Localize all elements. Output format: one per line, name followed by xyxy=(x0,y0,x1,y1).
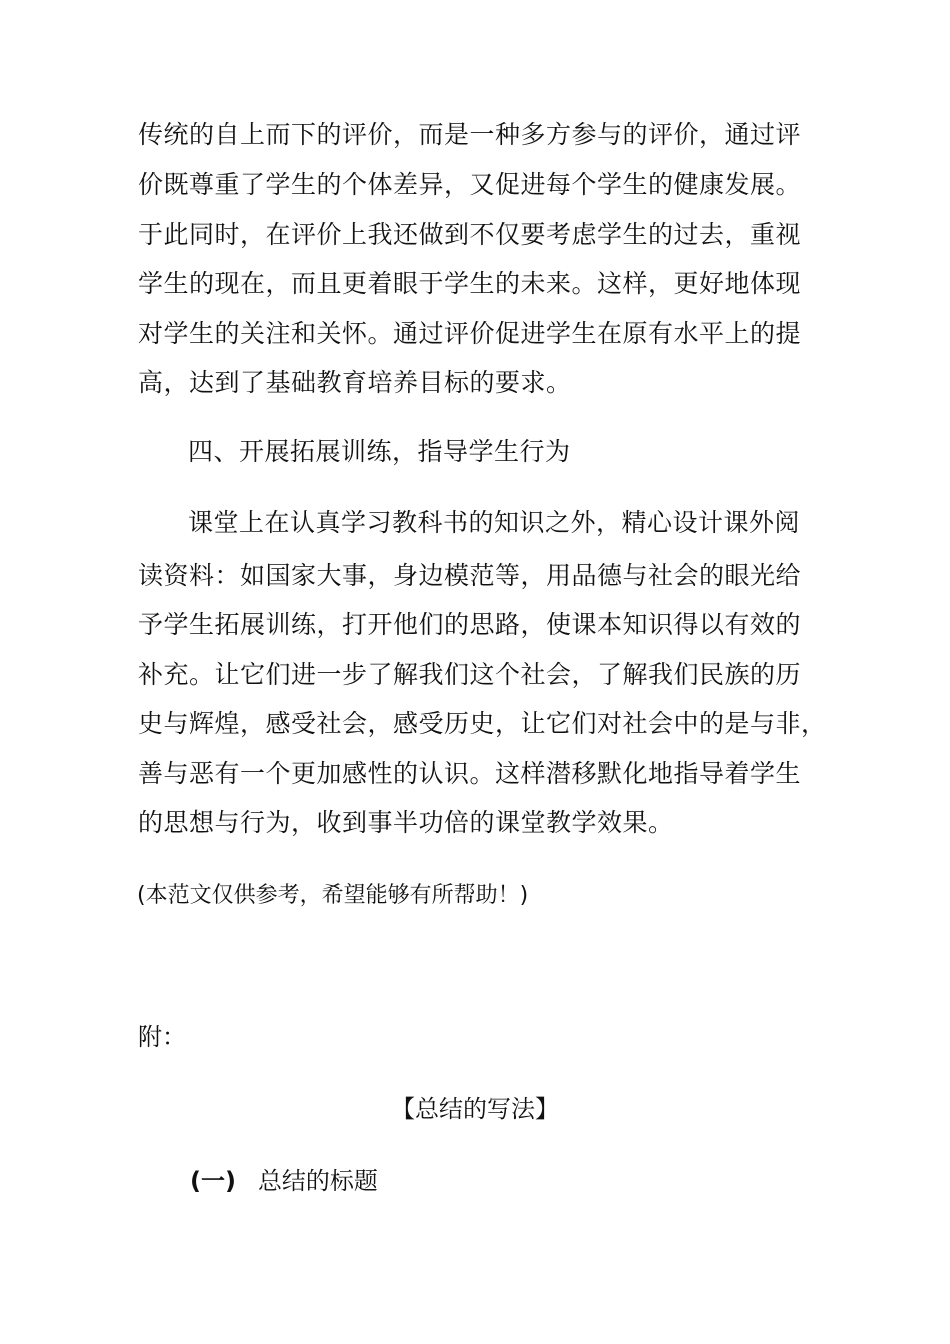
paragraph-line: 予学生拓展训练，打开他们的思路，使课本知识得以有效的 xyxy=(138,610,802,639)
paragraph-line: 善与恶有一个更加感性的认识。这样潜移默化地指导着学生 xyxy=(138,759,802,788)
paragraph-line: 课堂上在认真学习教科书的知识之外，精心设计课外阅 xyxy=(188,508,801,537)
paragraph-line: 的思想与行为，收到事半功倍的课堂教学效果。 xyxy=(138,808,674,837)
paragraph-line: 补充。让它们进一步了解我们这个社会，了解我们民族的历 xyxy=(138,660,802,689)
section-heading: 四、开展拓展训练，指导学生行为 xyxy=(188,437,571,466)
paragraph-line: 对学生的关注和关怀。通过评价促进学生在原有水平上的提 xyxy=(138,319,802,348)
paragraph-line: 高，达到了基础教育培养目标的要求。 xyxy=(138,368,572,397)
paragraph-line: 学生的现在，而且更着眼于学生的未来。这样，更好地体现 xyxy=(138,269,802,298)
subsection-number: (一) xyxy=(190,1167,236,1195)
paragraph-line: 读资料：如国家大事，身边模范等，用品德与社会的眼光给 xyxy=(138,561,802,590)
reference-note: (本范文仅供参考，希望能够有所帮助！) xyxy=(137,883,529,908)
appendix-label: 附： xyxy=(138,1023,186,1051)
paragraph-line: 价既尊重了学生的个体差异，又促进每个学生的健康发展。 xyxy=(138,170,802,199)
section-title: 【总结的写法】 xyxy=(391,1095,559,1123)
paragraph-line: 于此同时，在评价上我还做到不仅要考虑学生的过去，重视 xyxy=(138,220,802,249)
paragraph-line: 史与辉煌，感受社会，感受历史，让它们对社会中的是与非， xyxy=(138,709,827,738)
subsection-heading xyxy=(190,1166,378,1196)
paragraph-line: 传统的自上而下的评价，而是一种多方参与的评价，通过评 xyxy=(138,120,802,149)
subsection-title: 总结的标题 xyxy=(257,1167,378,1195)
